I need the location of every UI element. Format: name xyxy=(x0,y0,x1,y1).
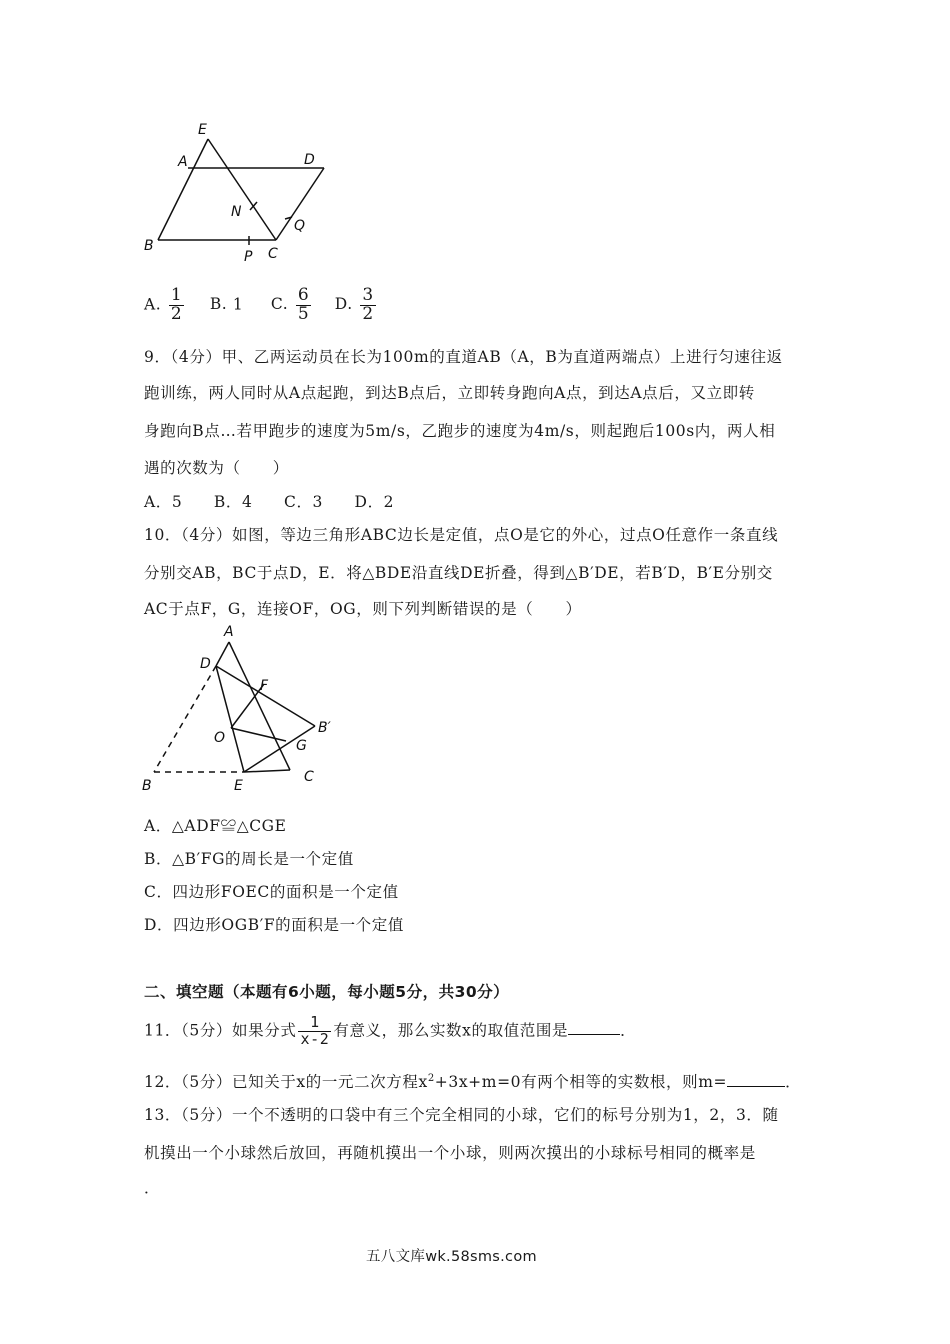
q11-frac-den: x-2 xyxy=(300,1029,330,1048)
label-a: A xyxy=(224,624,234,640)
q8-option-d-label: D. xyxy=(334,295,353,314)
q9-option-a: A．5 xyxy=(144,493,183,511)
q8-a-num: 1 xyxy=(170,285,183,305)
q10-line-3: AC于点F，G，连接OF，OG，则下列判断错误的是（ ） xyxy=(144,600,582,618)
q8-c-num: 6 xyxy=(297,285,310,305)
q9-line-1: 9．（4分）甲、乙两运动员在长为100m的直道AB（A，B为直道两端点）上进行匀速往返 xyxy=(144,348,783,366)
section-title: 二、填空题（本题有6小题，每小题5分，共30分） xyxy=(144,983,510,1001)
q13-line-1: 13．（5分）一个不透明的口袋中有三个完全相同的小球，它们的标号分别为1，2，3．随 xyxy=(144,1106,779,1124)
figure-triangle-fold xyxy=(140,618,340,798)
q10-line-1: 10．（4分）如图，等边三角形ABC边长是定值，点O是它的外心，过点O任意作一条直线 xyxy=(144,526,779,544)
label-b: B xyxy=(142,778,152,794)
line-ad xyxy=(216,642,229,666)
q12-prefix: 12．（5分）已知关于x的一元二次方程x xyxy=(144,1073,428,1091)
q12-answer-blank xyxy=(727,1086,785,1087)
q9-option-c: C．3 xyxy=(283,493,324,511)
q8-c-den: 5 xyxy=(297,303,310,324)
q8-option-b-label: B. xyxy=(209,295,228,314)
line-ec xyxy=(244,770,290,772)
q9-option-b: B．4 xyxy=(213,493,253,511)
q10-option-c: C．四边形FOEC的面积是一个定值 xyxy=(144,883,399,901)
q12 xyxy=(144,1070,801,1092)
q12-end: ． xyxy=(785,1073,802,1091)
q11-prefix: 11．（5分）如果分式 xyxy=(144,1021,297,1040)
label-q: Q xyxy=(294,218,306,234)
figure-parallelogram xyxy=(140,118,340,268)
label-f: F xyxy=(260,678,269,694)
q9-line-2: 跑训练，两人同时从A点起跑，到达B点后，立即转身跑向A点，到达A点后，又立即转 xyxy=(144,384,755,402)
q10-option-a: A．△ADF≌△CGE xyxy=(144,817,287,835)
q12-middle: +3x+m=0有两个相等的实数根，则m= xyxy=(434,1073,728,1091)
q8-option-d-fraction xyxy=(360,287,375,324)
q10-line-2: 分别交AB，BC于点D，E．将△BDE沿直线DE折叠，得到△B′DE，若B′D，B′E分别交 xyxy=(144,564,773,582)
q11-frac-num: 1 xyxy=(298,1015,331,1032)
label-c: C xyxy=(268,246,278,262)
q8-d-den: 2 xyxy=(362,303,374,324)
label-p: P xyxy=(244,249,253,265)
label-c: C xyxy=(304,769,314,785)
q12-sup: 2 xyxy=(427,1072,435,1084)
line-ec xyxy=(208,139,276,240)
label-b: B xyxy=(144,238,154,254)
label-o: O xyxy=(214,730,226,746)
q10-option-b: B．△B′FG的周长是一个定值 xyxy=(144,850,354,868)
q13-line-3: ． xyxy=(144,1179,161,1197)
q9-line-3: 身跑向B点…若甲跑步的速度为5m/s，乙跑步的速度为4m/s，则起跑后100s内，两人相 xyxy=(144,422,776,440)
q9-options xyxy=(144,490,420,512)
q11 xyxy=(144,1015,636,1048)
q8-options xyxy=(144,287,378,324)
label-n: N xyxy=(231,204,242,220)
q11-end: ． xyxy=(620,1021,637,1040)
line-db-dashed xyxy=(154,666,216,772)
q8-d-num: 3 xyxy=(362,285,374,305)
line-de xyxy=(216,666,244,772)
label-e: E xyxy=(198,122,207,138)
q8-option-c-fraction xyxy=(296,287,311,324)
q9-option-d: D．2 xyxy=(354,493,395,511)
label-a: A xyxy=(178,154,188,170)
q13-line-2: 机摸出一个小球然后放回，再随机摸出一个小球，则两次摸出的小球标号相同的概率是 xyxy=(144,1144,756,1162)
q8-option-c-label: C. xyxy=(270,295,289,314)
label-d: D xyxy=(200,656,211,672)
q8-option-b-value: 1 xyxy=(232,295,244,314)
label-d: D xyxy=(304,152,315,168)
q11-fraction xyxy=(298,1015,331,1048)
q11-suffix: 有意义，那么实数x的取值范围是 xyxy=(333,1021,569,1040)
q9-line-4: 遇的次数为（ ） xyxy=(144,459,289,477)
label-g: G xyxy=(296,738,307,754)
footer-watermark: 五八文库wk.58sms.com xyxy=(366,1249,537,1265)
q8-option-a-fraction xyxy=(169,287,184,324)
q10-option-d: D．四边形OGB′F的面积是一个定值 xyxy=(144,916,404,934)
q11-answer-blank xyxy=(568,1034,620,1035)
label-b-prime: B′ xyxy=(318,720,331,736)
label-e: E xyxy=(234,778,243,794)
line-og xyxy=(231,728,286,741)
q8-option-a-label: A. xyxy=(144,295,162,314)
q8-a-den: 2 xyxy=(170,303,183,324)
